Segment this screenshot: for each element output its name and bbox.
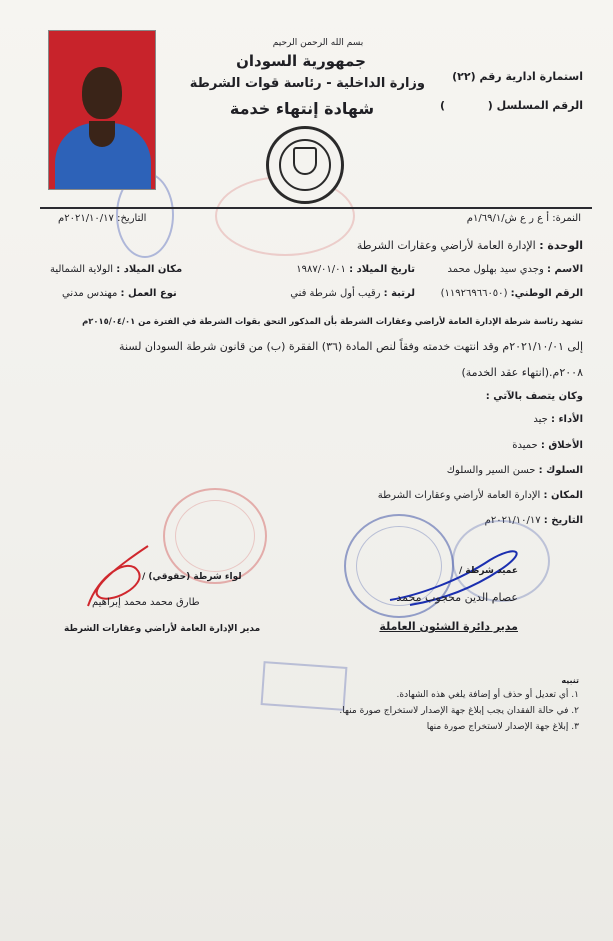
name-value: وجدي سيد بهلول محمد: [447, 264, 544, 275]
id-photo: [48, 30, 156, 190]
place-row: [378, 490, 583, 501]
rank-row: [290, 288, 415, 299]
left-signer-rank: لواء شرطة (حقوقي) /: [142, 572, 242, 582]
note-item-3: ٣. إبلاغ جهة الإصدار لاستخراج صورة منها: [426, 722, 579, 732]
national-id-value: (١١٩٢٦٩٦٦٠٥٠): [440, 288, 508, 299]
rank-label: لرتبة :: [383, 288, 415, 299]
notes-heading: تنبيه: [561, 676, 579, 685]
form-number: استمارة ادارية رقم (٢٢): [452, 70, 583, 83]
performance-row: [533, 414, 583, 425]
police-emblem-icon: [266, 126, 344, 204]
reference-date: التاريخ: ٢٠٢١/١٠/١٧م: [58, 213, 147, 224]
morals-row: [512, 440, 583, 451]
work-value: مهندس مدني: [62, 288, 118, 299]
red-official-stamp: [163, 488, 267, 584]
conduct-label: السلوك :: [538, 465, 583, 476]
blue-signature-icon: [380, 540, 530, 620]
right-signer-rank: عميد شرطة /: [459, 566, 518, 576]
conduct-row: [447, 465, 583, 476]
right-signer-name: عصام الدين محجوب محمد: [396, 591, 518, 604]
certification-line-3: ٢٠٠٨م.(انتهاء عقد الخدمة): [461, 366, 583, 379]
serial-close: ): [440, 99, 446, 112]
national-id-row: [441, 288, 583, 299]
traits-heading: وكان يتصف بالآتي :: [485, 391, 583, 402]
work-label: نوع العمل :: [120, 288, 177, 299]
rectangular-stamp: [261, 661, 348, 711]
performance-label: الأداء :: [550, 414, 583, 425]
conduct-value: حسن السير والسلوك: [446, 465, 536, 476]
ministry-title: وزارة الداخلية - رئاسة قوات الشرطة: [189, 76, 425, 91]
certification-line-2: إلى ٢٠٢١/١٠/٠١م وقد انتهت خدمته وفقاً لنص المادة (٣٦) الفقرة (ب) من قانون شرطة السودان لسنة: [119, 340, 583, 353]
left-signer-name: طارق محمد محمد إبراهيم: [92, 597, 200, 608]
issue-date-label: التاريخ :: [543, 515, 583, 526]
name-label: الاسم :: [546, 264, 583, 275]
unit-label: الوحدة :: [539, 239, 583, 252]
header-divider: [40, 207, 592, 209]
left-signer-title: مدير الإدارة العامة لأراضي وعقارات الشرطة: [64, 624, 261, 634]
dob-label: تاريخ الميلاد :: [349, 264, 415, 275]
place-value: الإدارة العامة لأراضي وعقارات الشرطة: [377, 490, 541, 501]
performance-value: جيد: [533, 414, 548, 425]
reference-number: النمرة: أ ع ر ع ش/١/٦٩/١م: [466, 213, 581, 224]
right-signer-title: مدير دائرة الشئون العاملة: [379, 620, 518, 633]
issue-date-value: ٢٠٢١/١٠/١٧م: [484, 515, 541, 526]
country-title: جمهورية السودان: [236, 52, 366, 70]
unit-value: الإدارة العامة لأراضي وعقارات الشرطة: [356, 239, 536, 252]
note-item-2: ٢. في حالة الفقدان يجب إبلاغ جهة الإصدار لاستخراج صورة منها.: [339, 706, 579, 716]
place-label: المكان :: [543, 490, 583, 501]
morals-label: الأخلاق :: [540, 440, 583, 451]
dob-value: ١٩٨٧/٠١/٠١: [296, 264, 346, 275]
morals-value: حميدة: [512, 440, 538, 451]
pob-value: الولاية الشمالية: [50, 264, 114, 275]
name-row: [448, 264, 583, 275]
pob-label: مكان الميلاد :: [116, 264, 183, 275]
note-item-1: ١. أي تعديل أو حذف أو إضافة يلغي هذه الشهادة.: [396, 690, 579, 700]
unit-row: [357, 239, 583, 252]
document-title: شهادة إنتهاء خدمة: [229, 99, 375, 118]
dob-row: [296, 264, 415, 275]
rank-value: رقيب أول شرطة فني: [290, 288, 381, 299]
pob-row: [50, 264, 182, 275]
national-id-label: الرقم الوطني:: [510, 288, 583, 299]
red-signature-icon: [78, 536, 170, 636]
certification-line-1: تشهد رئاسة شرطة الإدارة العامة لأراضي وعقارات الشرطة بأن المذكور التحق بقوات الشرطة في الفترة من ٢٠١٥/٠٤/٠١م: [82, 316, 583, 326]
basmala: بسم الله الرحمن الرحيم: [272, 38, 364, 48]
work-row: [62, 288, 177, 299]
serial-label: الرقم المسلسل (: [487, 99, 583, 112]
